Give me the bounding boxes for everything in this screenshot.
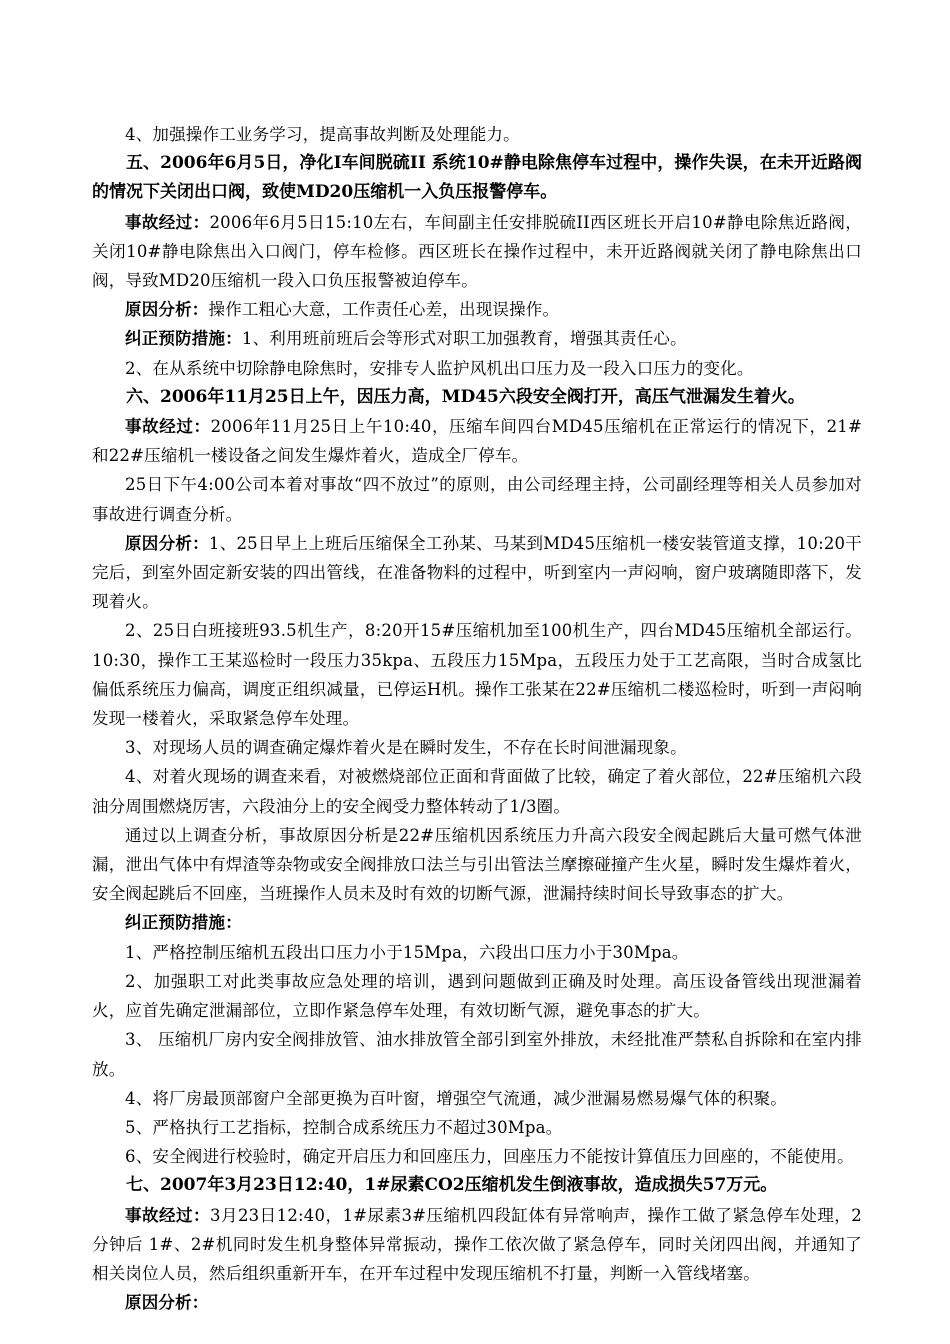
label-incident: 事故经过： (125, 417, 211, 437)
paragraph-cause-5: 原因分析：操作工粗心大意，工作责任心差，出现误操作。 (125, 300, 560, 320)
paragraph-measure-6-2: 2、加强职工对此类事故应急处理的培训，遇到问题做到正确及时处理。高压设备管线出现泄漏着火，应首先确定泄漏部位，立即作紧急停车处理，有效切断气源，避免事态的扩大。 (92, 971, 862, 1021)
paragraph-investigation-6: 25日下午4:00公司本着对事故“四不放过”的原则，由公司经理主持，公司副经理等相关人员参加对事故进行调查分析。 (92, 475, 862, 524)
paragraph-incident-7: 事故经过：3月23日12:40，1#尿素3#压缩机四段缸体有异常响声，操作工做了紧急停车处理，2分钟后 1#、2#机同时发生机身整体异常振动，操作工依次做了紧急停车，同时关闭四出阀，并通知了相关岗位人员，然后组织重新开车，在开车过程中发现压缩机不打量，判断一入管线堵塞。 (92, 1205, 862, 1283)
paragraph-measure-6-3: 3、 压缩机厂房内安全阀排放管、油水排放管全部引到室外排放，未经批准严禁私自拆除和在室内排放。 (92, 1030, 862, 1079)
paragraph-measure-6-4: 4、将厂房最顶部窗户全部更换为百叶窗，增强空气流通，减少泄漏易燃易爆气体的积聚。 (125, 1088, 787, 1108)
label-cause: 原因分析： (125, 533, 209, 553)
section-heading-5: 五、2006年6月5日，净化Ⅰ车间脱硫II 系统10#静电除焦停车过程中，操作失误，在未开近路阀的情况下关闭出口阀，致使MD20压缩机一入负压报警停车。 (92, 153, 862, 203)
paragraph-cause-7 (92, 1288, 862, 1317)
section-heading-7: 七、2007年3月23日12:40，1#尿素CO2压缩机发生倒液事故，造成损失57万元。 (126, 1175, 778, 1196)
paragraph-measures-5: 纠正预防措施：1、利用班前班后会等形式对职工加强教育，增强其责任心。 (125, 329, 687, 349)
paragraph-conclusion-6: 通过以上调查分析，事故原因分析是22#压缩机因系统压力升高六段安全阀起跳后大量可燃气体泄漏，泄出气体中有焊渣等杂物或安全阀排放口法兰与引出管法兰摩擦碰撞产生火星，瞬时发生爆炸着火，安全阀起跳后不回座，当班操作人员未及时有效的切断气源，泄漏持续时间长导致事态的扩大。 (92, 825, 862, 904)
paragraph-cause-6-3: 3、对现场人员的调查确定爆炸着火是在瞬时发生，不存在长时间泄漏现象。 (125, 738, 687, 758)
paragraph-measure-5-2: 2、在从系统中切除静电除焦时，安排专人监护风机出口压力及一段入口压力的变化。 (125, 358, 754, 378)
paragraph-measure-6-1: 1、严格控制压缩机五段出口压力小于15Mpa，六段出口压力小于30Mpa。 (125, 942, 689, 962)
section-heading-6: 六、2006年11月25日上午，因压力高，MD45六段安全阀打开，高压气泄漏发生着火。 (126, 386, 805, 407)
document-body (92, 120, 862, 1317)
label-incident: 事故经过： (125, 1205, 210, 1225)
paragraph-measure-6-5: 5、严格执行工艺指标，控制合成系统压力不超过30Mpa。 (125, 1117, 563, 1137)
label-measures: 纠正预防措施： (125, 329, 242, 349)
paragraph-incident-5: 事故经过：2006年6月5日15:10左右，车间副主任安排脱硫II西区班长开启10#静电除焦近路阀，关闭10#静电除焦出入口阀门，停车检修。西区班长在操作过程中，未开近路阀就关闭了静电除焦出口阀，导致MD20压缩机一段入口负压报警被迫停车。 (92, 212, 862, 291)
paragraph-cause-6-1: 原因分析：1、25日早上上班后压缩保全工孙某、马某到MD45压缩机一楼安装管道支撑，10:20干完后，到室外固定新安装的四出管线，在准备物料的过程中，听到室内一声闷响，窗户玻璃随即落下，发现着火。 (92, 533, 863, 612)
paragraph-measure-6-6: 6、安全阀进行校验时，确定开启压力和回座压力，回座压力不能按计算值压力回座的，不能使用。 (125, 1147, 854, 1167)
paragraph-cause-6-2: 2、25日白班接班93.5机生产，8:20开15#压缩机加至100机生产，四台MD45压缩机全部运行。10:30，操作工王某巡检时一段压力35kpa、五段压力15Mpa，五段压力处于工艺高限，当时合成氢比偏低系统压力偏高，调度正组织减量，已停运H机。操作工张某在22#压缩机二楼巡检时，听到一声闷响发现一楼着火，采取紧急停车处理。 (92, 621, 862, 729)
paragraph-cause-6-4: 4、对着火现场的调查来看，对被燃烧部位正面和背面做了比较，确定了着火部位，22#压缩机六段油分周围燃烧厉害，六段油分上的安全阀受力整体转动了1/3圈。 (92, 767, 862, 816)
paragraph-measure-4: 4、加强操作工业务学习，提高事故判断及处理能力。 (125, 125, 520, 144)
label-cause: 原因分析： (125, 300, 209, 320)
label-incident: 事故经过： (125, 212, 210, 232)
label-measures: 纠正预防措施： (125, 913, 242, 933)
paragraph-measures-6 (92, 908, 862, 937)
label-cause: 原因分析： (125, 1293, 209, 1313)
paragraph-incident-6: 事故经过：2006年11月25日上午10:40，压缩车间四台MD45压缩机在正常运行的情况下，21#和22#压缩机一楼设备之间发生爆炸着火，造成全厂停车。 (92, 417, 862, 466)
